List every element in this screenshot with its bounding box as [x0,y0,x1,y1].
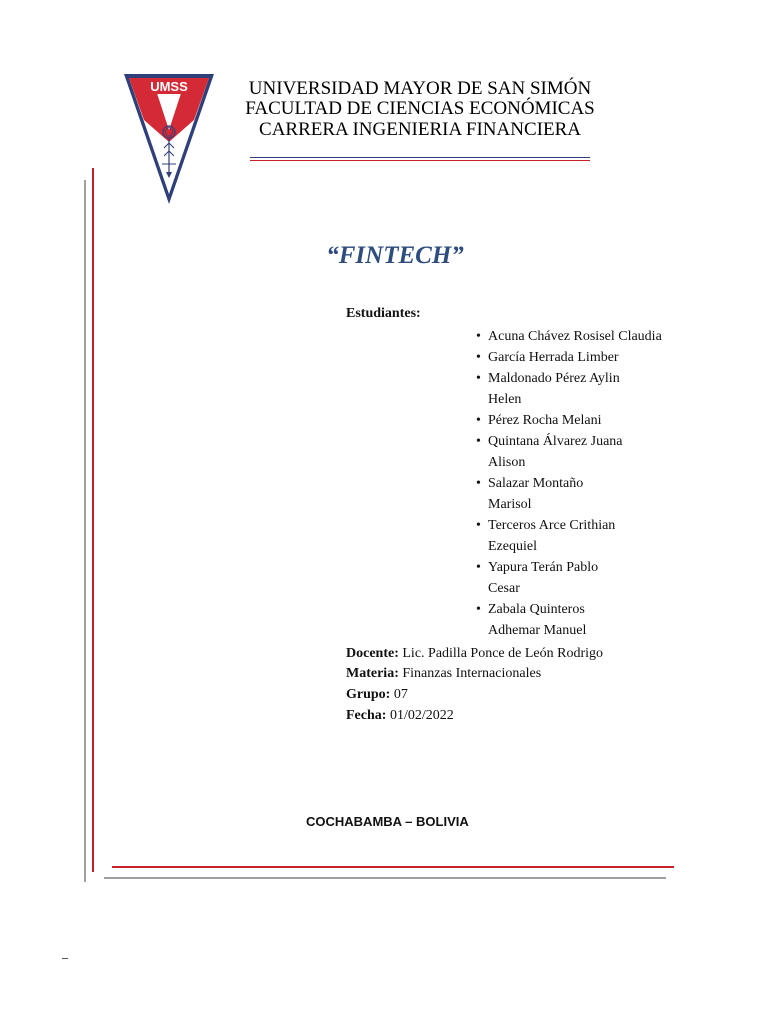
materia-label: Materia: [346,666,399,681]
list-item: • Terceros Arce Crithian Ezequiel [476,515,638,557]
fecha-label: Fecha: [346,708,387,723]
list-item: • Zabala Quinteros Adhemar Manuel [476,599,608,641]
fecha-value: 01/02/2022 [389,708,454,723]
list-item: • García Herrada Limber [476,347,686,368]
list-item: • Yapura Terán Pablo Cesar [476,557,618,599]
students-list [476,326,686,641]
left-red-line [92,168,94,872]
materia-value: Finanzas Internacionales [402,666,542,681]
materia-field [346,664,541,684]
students-label: Estudiantes: [346,306,421,321]
logo-text: UMSS [150,79,188,94]
page-mark [62,958,68,959]
grupo-field [346,685,408,705]
document-title: “FINTECH” [326,242,464,269]
list-item: • Salazar Montaño Marisol [476,473,606,515]
list-item: • Acuna Chávez Rosisel Claudia [476,326,686,347]
bottom-red-line [112,866,674,868]
fecha-field [346,706,454,726]
list-item: • Quintana Álvarez Juana Alison [476,431,638,473]
city-label: COCHABAMBA – BOLIVIA [306,814,469,829]
university-name: UNIVERSIDAD MAYOR DE SAN SIMÓN [248,78,592,99]
grupo-label: Grupo: [346,687,391,702]
docente-value: Lic. Padilla Ponce de León Rodrigo [402,646,603,661]
header-rule [250,157,590,162]
bottom-gray-line [104,877,666,879]
career-name: CARRERA INGENIERIA FINANCIERA [259,119,581,140]
docente-field [346,644,603,664]
left-gray-line [84,180,86,882]
list-item: • Maldonado Pérez Aylin Helen [476,368,638,410]
grupo-value: 07 [393,687,408,702]
faculty-name: FACULTAD DE CIENCIAS ECONÓMICAS [245,98,595,119]
list-item: • Pérez Rocha Melani [476,410,686,431]
docente-label: Docente: [346,646,399,661]
